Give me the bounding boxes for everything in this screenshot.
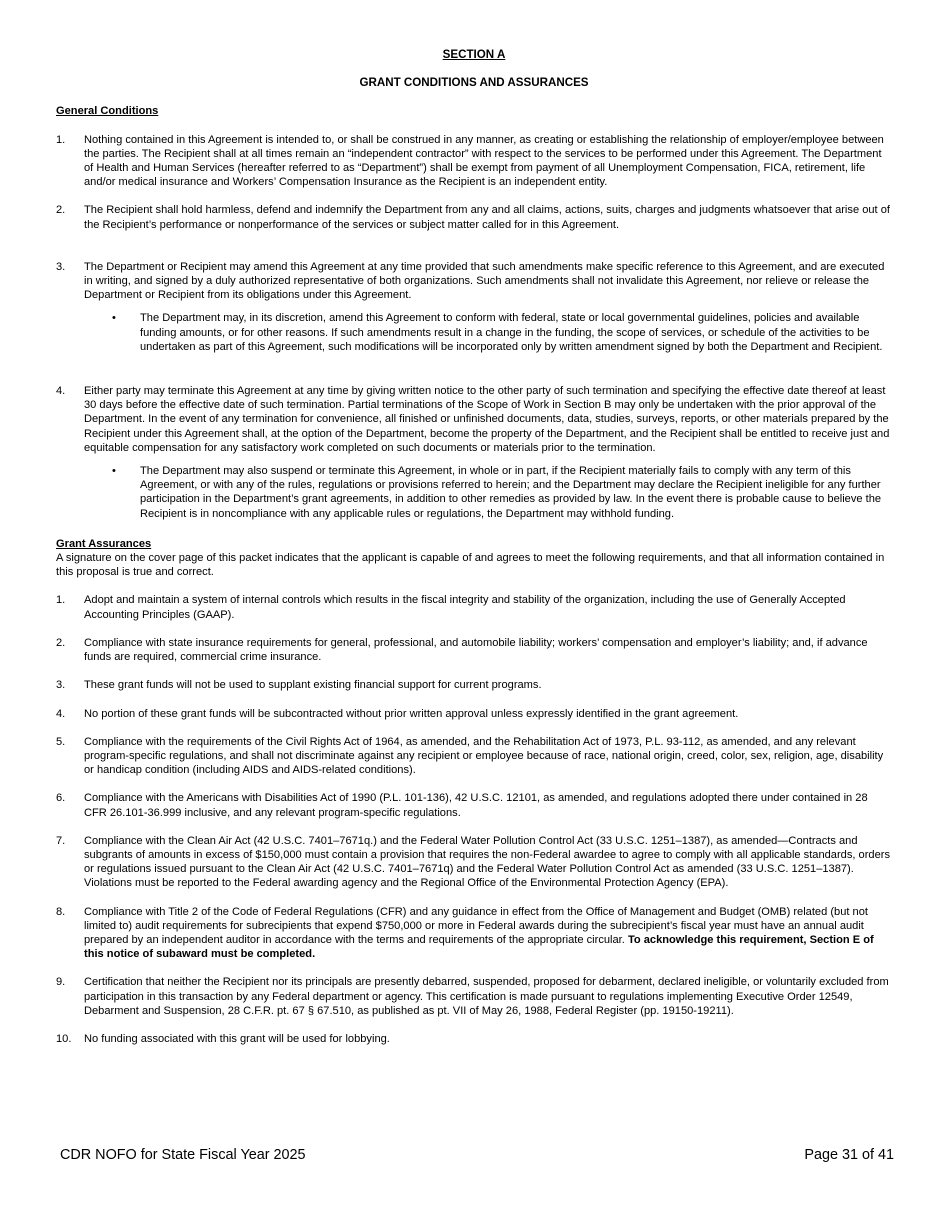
item-text: Compliance with the Clean Air Act (42 U.S.C. 7401–7671q.) and the Federal Water Pollution Control Act (33 U.S.C. 1251–1387), as amended—Contracts and subgrants of amounts in excess of $150,000 must contain a provision that requires the non-Federal awardee to agree to comply with all applicable standards, orders or regulations issued pursuant to the Clean Air Act (42 U.S.C. 7401–7671q) and the Federal Water Pollution Control Act as amended (33 U.S.C. 1251–1387). Violations must be reported to the Federal awarding agency and the Regional Office of the Environmental Protection Agency (EPA). (84, 834, 890, 890)
item-number: 4. (56, 707, 66, 720)
general-conditions-heading: General Conditions (56, 105, 159, 118)
item-text: Nothing contained in this Agreement is intended to, or shall be construed in any manner, as creating or establishing the relationship of employer/employee between the parties. The Recipient shall at all times remain an “independent contractor” with respect to the services to be performed under this Agreement. The Department of Health and Human Services (hereafter referred to as “Department”) shall be exempt from payment of all Unemployment Compensation, FICA, retirement, life and/or medical insurance and Workers’ Compensation Insurance as the Recipient is an independent entity. (84, 133, 884, 189)
item-text: These grant funds will not be used to supplant existing financial support for current programs. (84, 679, 542, 692)
item-text (84, 905, 892, 962)
bullet-icon: • (112, 312, 116, 325)
item-number: 5. (56, 735, 66, 748)
general-condition-item (56, 384, 892, 455)
assurance-item (56, 636, 892, 664)
section-subtitle: GRANT CONDITIONS AND ASSURANCES (359, 76, 589, 90)
general-condition-item (56, 203, 892, 231)
item-text: Adopt and maintain a system of internal controls which results in the fiscal integrity and stability of the organization, including the use of Generally Accepted Accounting Principles (GAAP). (84, 594, 846, 621)
item-text: Compliance with state insurance requirements for general, professional, and automobile liability; workers’ compensation and employer’s liability; and, if advance funds are required, commercial crime insurance. (84, 636, 868, 664)
bullet-text: The Department may also suspend or terminate this Agreement, in whole or in part, if the Recipient materially fails to comply with any term of this Agreement, or with any of the rules, regulations or provisions referred to herein; and the Department may declare the Recipient ineligible for any further participation in the Department’s grant agreements, in addition to other remedies as provided by law. In the event there is probable cause to believe the Recipient is in noncompliance with any applicable rules or regulations, the Department may withhold funding. (140, 465, 882, 520)
assurance-item (56, 975, 892, 1018)
item-number: 1. (56, 133, 66, 146)
item-number: 2. (56, 636, 66, 649)
general-condition-bullet (112, 464, 892, 521)
footer-document-title: CDR NOFO for State Fiscal Year 2025 (60, 1147, 306, 1163)
page-footer (60, 1146, 894, 1164)
item-text: Either party may terminate this Agreement at any time by giving written notice to the other party of such termination and specifying the effective date thereof at least 30 days before the effective date of such termination. Partial terminations of the Scope of Work in Section B may only be undertaken with the prior approval of the Department. In the event of any termination for convenience, all finished or unfinished documents, data, studies, surveys, reports, or other materials prepared by the Recipient under this Agreement shall, at the option of the Department, become the property of the Department, and the Recipient shall be entitled to receive just and equitable compensation for any satisfactory work completed on such documents or materials prior to the termination. (84, 385, 890, 454)
general-condition-item (56, 260, 892, 303)
assurance-item (56, 678, 892, 692)
item-text: Certification that neither the Recipient nor its principals are presently debarred, suspended, proposed for debarment, declared ineligible, or voluntarily excluded from participation in this transaction by any Federal department or agency. This certification is made pursuant to regulations implementing Executive Order 12549, Debarment and Suspension, 28 C.F.R. pt. 67 § 67.510, as published as pt. VII of May 26, 1988, Federal Register (pp. 19150-19211). (84, 976, 889, 1017)
footer-page-number: Page 31 of 41 (804, 1147, 894, 1163)
general-condition-item (56, 133, 892, 190)
assurance-item (56, 593, 892, 621)
bullet-icon: • (112, 465, 116, 478)
general-condition-bullet (112, 311, 892, 354)
item-text: The Department or Recipient may amend this Agreement at any time provided that such amendments make specific reference to this Agreement, and are executed in writing, and signed by a duly authorized representative of both organizations. Such amendments shall not invalidate this Agreement, nor relieve or release the Department or Recipient from its obligations under this Agreement. (84, 260, 885, 302)
item-text: Compliance with the requirements of the Civil Rights Act of 1964, as amended, and the Rehabilitation Act of 1973, P.L. 93-112, as amended, and any relevant program-specific regulations, and shall not discriminate against any recipient or employee because of race, national origin, creed, color, sex, religion, age, disability or handicap condition (including AIDS and AIDS-related conditions). (84, 735, 884, 777)
item-number: 10. (56, 1032, 72, 1045)
item-text: No funding associated with this grant will be used for lobbying. (84, 1032, 390, 1045)
assurance-item (56, 1032, 892, 1046)
item-number: 3. (56, 260, 66, 273)
assurance-item (56, 791, 892, 819)
item-number: 2. (56, 204, 66, 217)
assurance-item (56, 735, 892, 778)
item-number: 8. (56, 905, 66, 918)
item-number: 9. (56, 976, 66, 989)
item-number: 7. (56, 834, 66, 847)
assurance-item (56, 707, 892, 721)
assurance-item (56, 905, 892, 962)
item-text: No portion of these grant funds will be subcontracted without prior written approval unless expressly identified in the grant agreement. (84, 707, 739, 720)
item-text-bold: To acknowledge this requirement, Section E of this notice of subaward must be completed. (84, 933, 874, 961)
item-number: 6. (56, 792, 66, 805)
item-text-regular: Compliance with Title 2 of the Code of Federal Regulations (CFR) and any guidance in effect from the Office of Management and Budget (OMB) related (but not limited to) audit requirements for subrecipients that expend $750,000 or more in Federal awards during the subrecipient’s fiscal year must have an annual audit prepared by an independent auditor in accordance with the terms and requirements of the appropriate circular. (84, 905, 868, 946)
item-text: The Recipient shall hold harmless, defend and indemnify the Department from any and all claims, actions, suits, charges and judgments whatsoever that arise out of the Recipient’s performance or nonperformance of the services or subject matter called for in this Agreement. (84, 204, 890, 231)
item-number: 3. (56, 679, 66, 692)
grant-assurances-intro: A signature on the cover page of this packet indicates that the applicant is capable of and agrees to meet the following requirements, and that all information contained in this proposal is true and correct. (56, 552, 885, 579)
item-number: 1. (56, 594, 66, 607)
section-title: SECTION A (442, 48, 506, 61)
grant-assurances-heading: Grant Assurances (56, 537, 152, 550)
document-page (56, 48, 892, 1046)
assurance-item (56, 834, 892, 891)
item-number: 4. (56, 385, 66, 398)
bullet-text: The Department may, in its discretion, amend this Agreement to conform with federal, state or local governmental guidelines, policies and available funding amounts, or for other reasons. If such amendments result in a change in the funding, the scope of services, or schedule of the activities to be undertaken as part of this Agreement, such modifications will be incorporated only by written amendment signed by both the Department and Recipient. (140, 312, 883, 353)
item-text: Compliance with the Americans with Disabilities Act of 1990 (P.L. 101-136), 42 U.S.C. 12101, as amended, and regulations adopted there under contained in 28 CFR 26.101-36.999 inclusive, and any relevant program-specific regulations. (84, 792, 868, 819)
